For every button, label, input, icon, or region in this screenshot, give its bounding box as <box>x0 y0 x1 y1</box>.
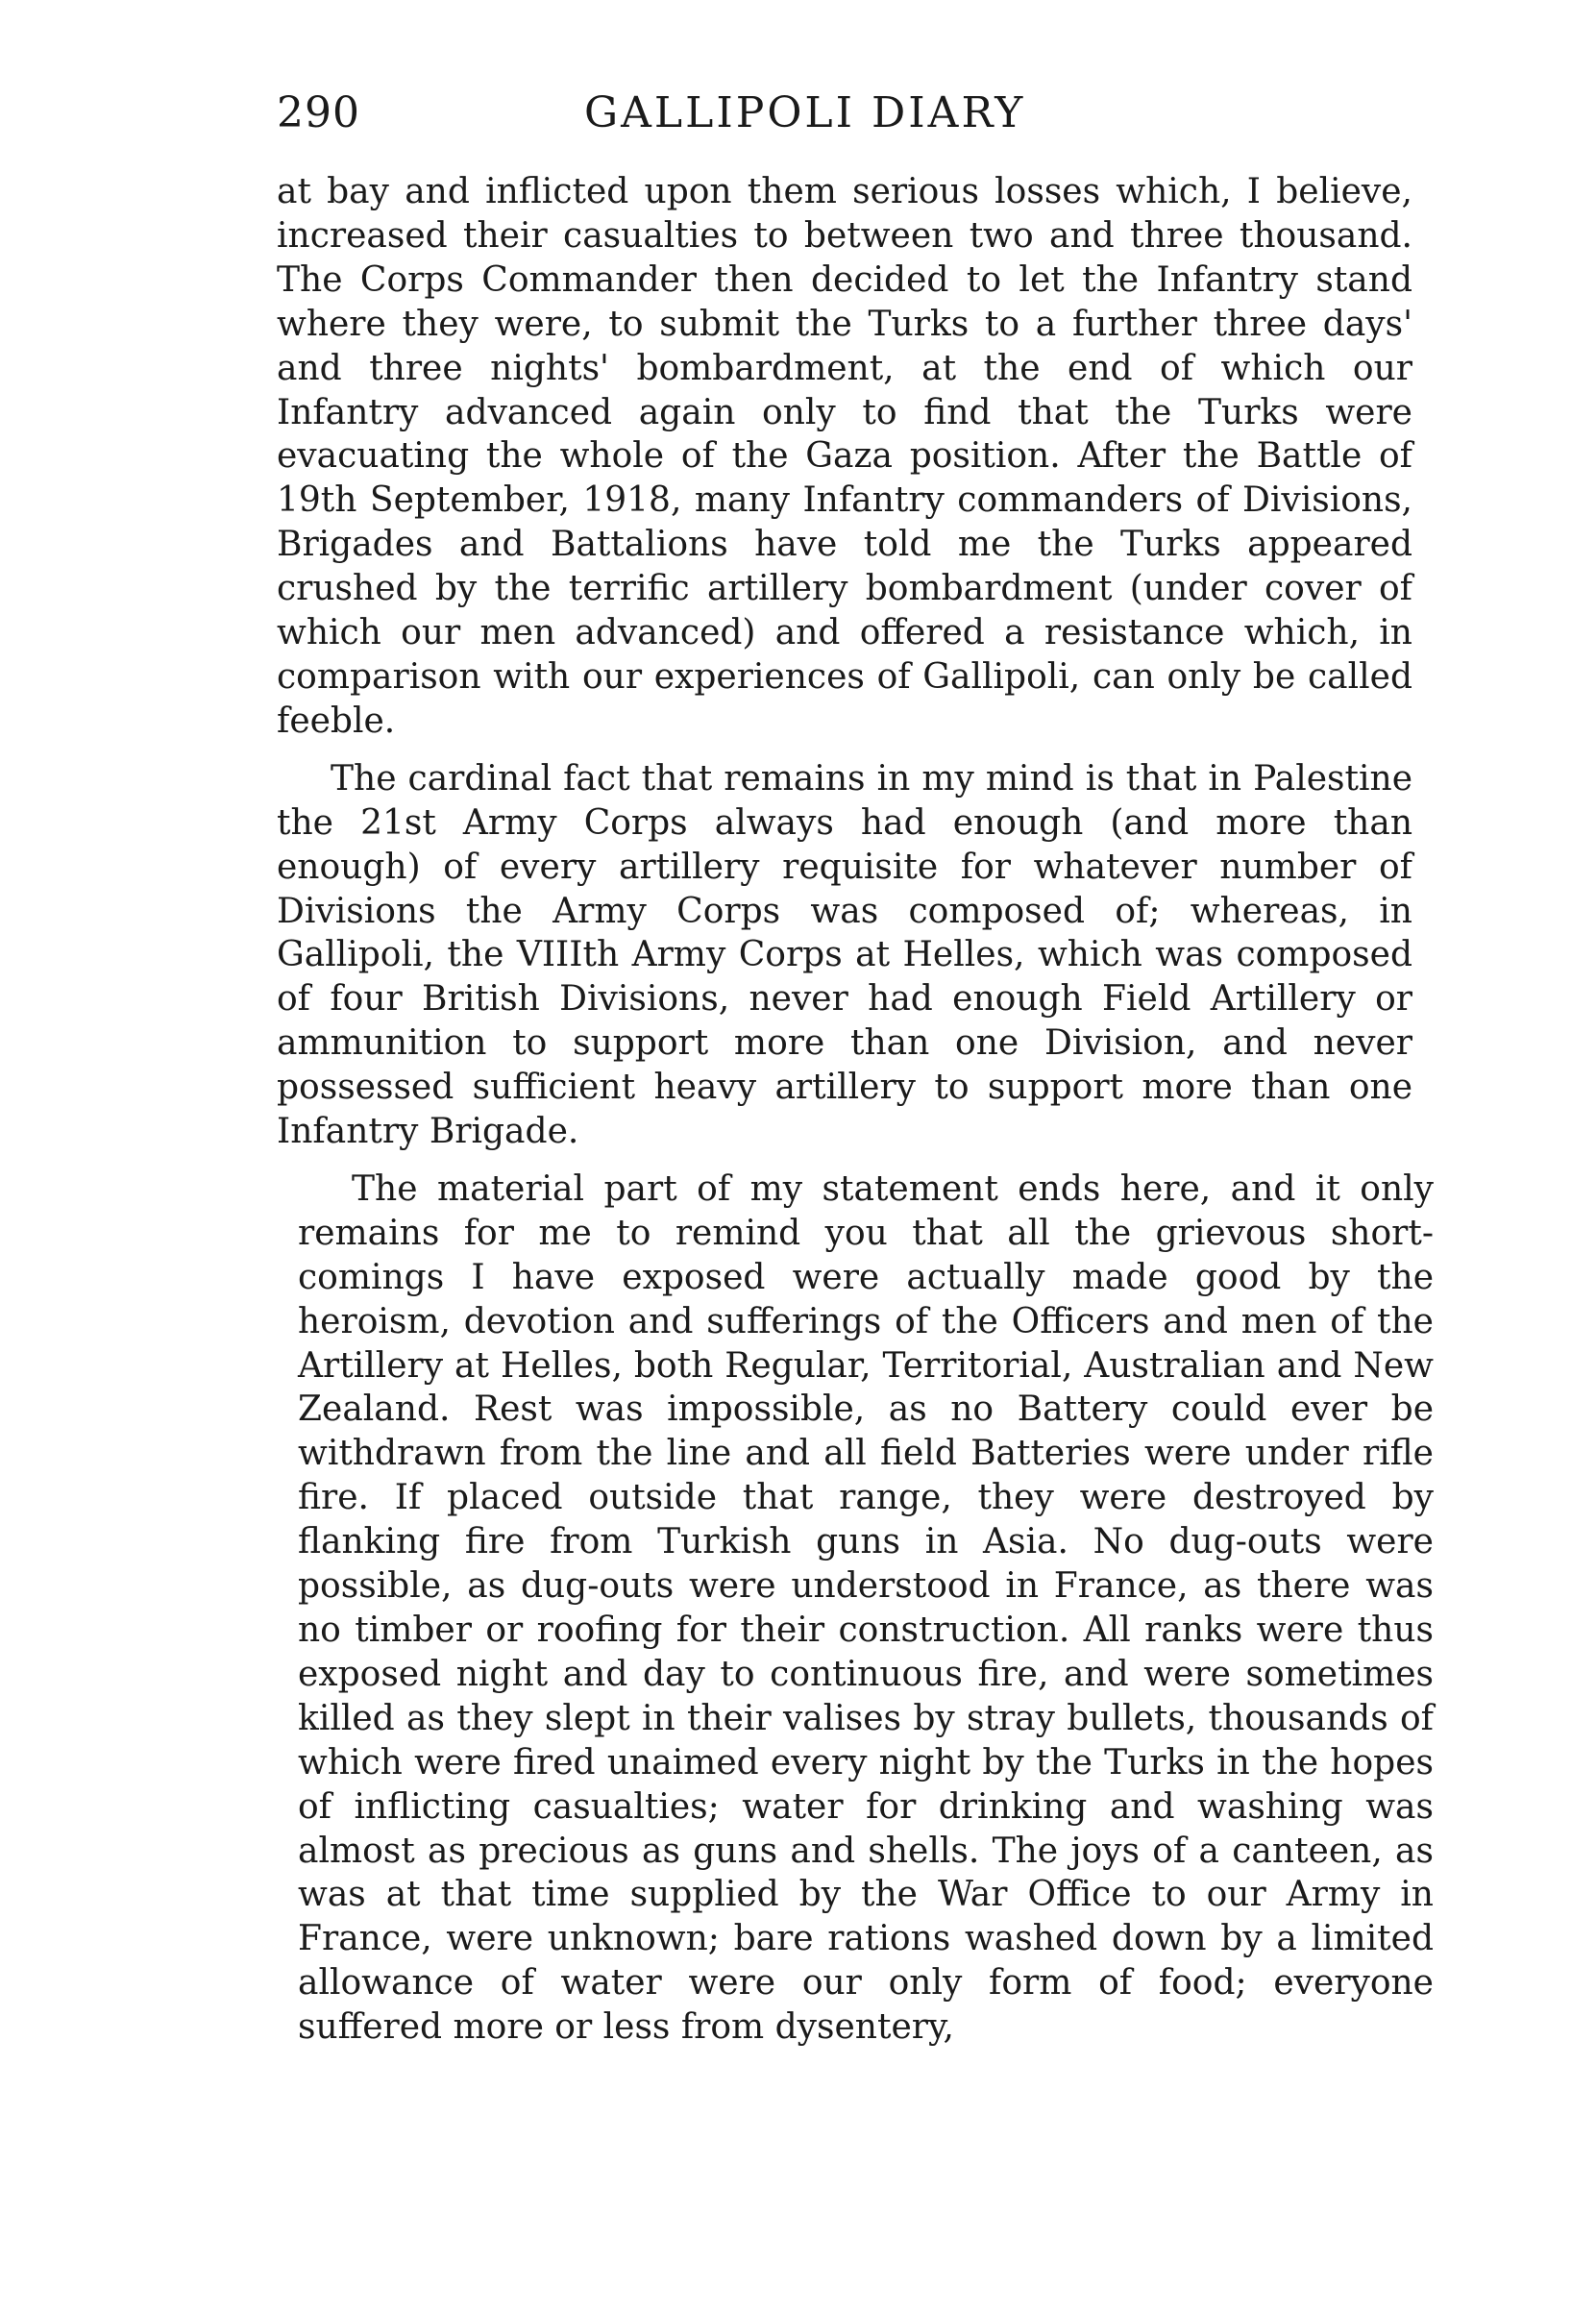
paragraph-3: The material part of my statement ends here, and it only remains for me to remind you that all the grievous short-comings I have exposed were actually made good by the heroism, devotion and sufferings of the Officers and men of the Artillery at Helles, both Regular, Territorial, Australian and New Zealand. Rest was impossible, as no Battery could ever be withdrawn from the line and all field Batteries were under rifle fire. If placed outside that range, they were destroyed by flanking fire from Turkish guns in Asia. No dug-outs were possible, as dug-outs were understood in France, as there was no timber or roofing for their construction. All ranks were thus exposed night and day to continuous fire, and were sometimes killed as they slept in their valises by stray bullets, thousands of which were fired unaimed every night by the Turks in the hopes of inflicting casualties; water for drinking and washing was almost as precious as guns and shells. The joys of a canteen, as was at that time supplied by the War Office to our Army in France, were unknown; bare rations washed down by a limited allowance of water were our only form of food; everyone suffered more or less from dysentery, <box>298 1168 1434 2048</box>
paragraph-1: at bay and inflicted upon them serious losses which, I believe, increased their casualties to between two and three thousand. The Corps Commander then decided to let the Infantry stand where they were, to submit the Turks to a further three days' and three nights' bombardment, at the end of which our Infantry advanced again only to find that the Turks were evacuating the whole of the Gaza position. After the Battle of 19th September, 1918, many Infantry commanders of Divisions, Brigades and Battalions have told me the Turks appeared crushed by the terrific artillery bombardment (under cover of which our men advanced) and offered a resistance which, in comparison with our experiences of Gallipoli, can only be called feeble. <box>277 172 1412 741</box>
page-header <box>277 88 1295 146</box>
body-text <box>277 170 1434 2050</box>
paragraph-2: The cardinal fact that remains in my mind is that in Palestine the 21st Army Corps always had enough (and more than enough) of every artillery requisite for whatever number of Divisions the Army Corps was composed of; whereas, in Gallipoli, the VIIIth Army Corps at Helles, which was composed of four British Divisions, never had enough Field Artillery or ammunition to support more than one Division, and never possessed sufficient heavy artillery to support more than one Infantry Brigade. <box>277 758 1412 1152</box>
running-title: GALLIPOLI DIARY <box>584 88 1026 137</box>
page-number: 290 <box>277 88 360 137</box>
